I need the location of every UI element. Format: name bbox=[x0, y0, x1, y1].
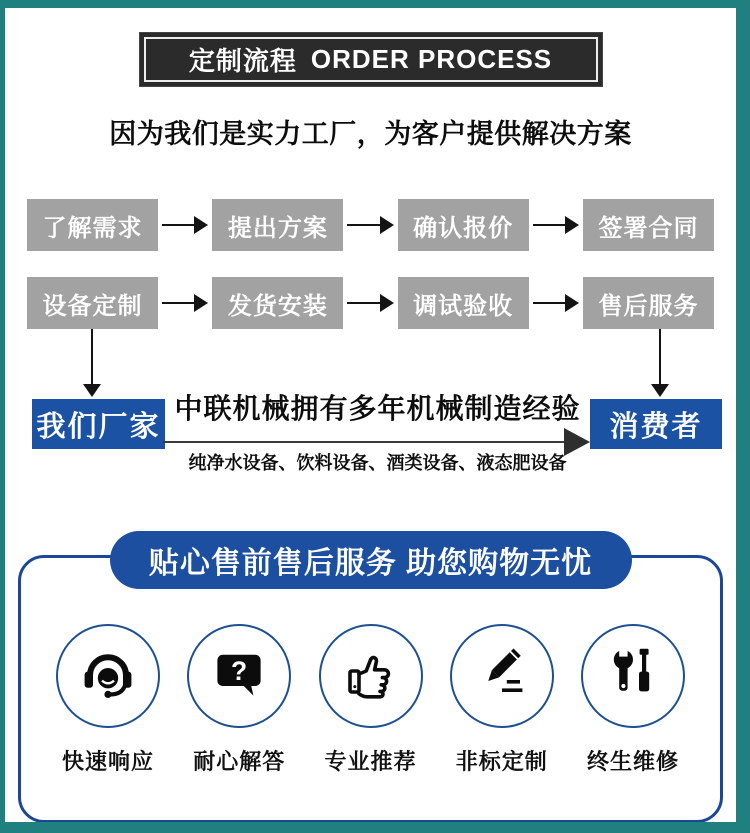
arrow-right-icon bbox=[529, 216, 583, 234]
step-propose-plan: 提出方案 bbox=[212, 199, 343, 251]
process-flow bbox=[27, 199, 714, 329]
factory-to-consumer-bridge bbox=[5, 329, 736, 477]
step-sign-contract: 签署合同 bbox=[583, 199, 714, 251]
bridge-headline: 中联机械拥有多年机械制造经验 bbox=[174, 393, 581, 424]
arrow-right-icon bbox=[158, 294, 212, 312]
step-equipment-custom: 设备定制 bbox=[27, 277, 158, 329]
service-item-fast-response bbox=[43, 624, 173, 776]
arrow-down-icon bbox=[91, 329, 93, 385]
arrow-down-icon bbox=[659, 329, 661, 385]
subtitle: 因为我们是实力工厂，为客户提供解决方案 bbox=[109, 119, 632, 149]
service-label: 耐心解答 bbox=[193, 749, 286, 774]
service-label: 非标定制 bbox=[455, 749, 548, 774]
service-circle bbox=[319, 624, 423, 728]
step-ship-install: 发货安装 bbox=[212, 277, 343, 329]
bridge-subline: 纯净水设备、饮料设备、酒类设备、液态肥设备 bbox=[188, 453, 567, 473]
step-understand-needs: 了解需求 bbox=[27, 199, 158, 251]
question-bubble-icon bbox=[209, 644, 269, 709]
thumbs-up-icon bbox=[341, 644, 401, 709]
order-process-banner bbox=[140, 33, 602, 86]
arrow-right-icon bbox=[529, 294, 583, 312]
service-row bbox=[21, 558, 720, 776]
svg-text:?: ? bbox=[231, 655, 248, 686]
service-circle bbox=[56, 624, 160, 728]
consumer-box: 消费者 bbox=[590, 399, 722, 449]
arrow-right-icon bbox=[343, 216, 397, 234]
process-row-1 bbox=[27, 199, 714, 251]
arrow-right-icon bbox=[343, 294, 397, 312]
order-process-banner-inner bbox=[144, 37, 598, 82]
process-row-2 bbox=[27, 277, 714, 329]
service-label: 专业推荐 bbox=[324, 749, 417, 774]
step-after-sales: 售后服务 bbox=[583, 277, 714, 329]
step-debug-accept: 调试验收 bbox=[398, 277, 529, 329]
service-circle bbox=[450, 624, 554, 728]
service-label: 终生维修 bbox=[586, 749, 679, 774]
services-panel bbox=[18, 547, 723, 823]
headset-icon bbox=[78, 644, 138, 709]
service-item-custom-design bbox=[437, 624, 567, 776]
banner-title-zh: 定制流程 bbox=[188, 46, 297, 76]
our-factory-box: 我们厂家 bbox=[32, 399, 165, 449]
service-item-patient-answers bbox=[174, 624, 304, 776]
pencil-icon bbox=[472, 644, 532, 709]
service-item-lifetime-repair bbox=[568, 624, 698, 776]
service-label: 快速响应 bbox=[61, 749, 154, 774]
service-item-expert-recommendation bbox=[306, 624, 436, 776]
service-circle bbox=[187, 624, 291, 728]
banner-title-en: ORDER PROCESS bbox=[310, 44, 553, 74]
service-circle bbox=[581, 624, 685, 728]
step-confirm-quote: 确认报价 bbox=[398, 199, 529, 251]
services-title-pill: 贴心售前售后服务 助您购物无忧 bbox=[110, 531, 632, 589]
arrow-right-icon bbox=[158, 216, 212, 234]
wrench-screwdriver-icon bbox=[603, 644, 663, 709]
